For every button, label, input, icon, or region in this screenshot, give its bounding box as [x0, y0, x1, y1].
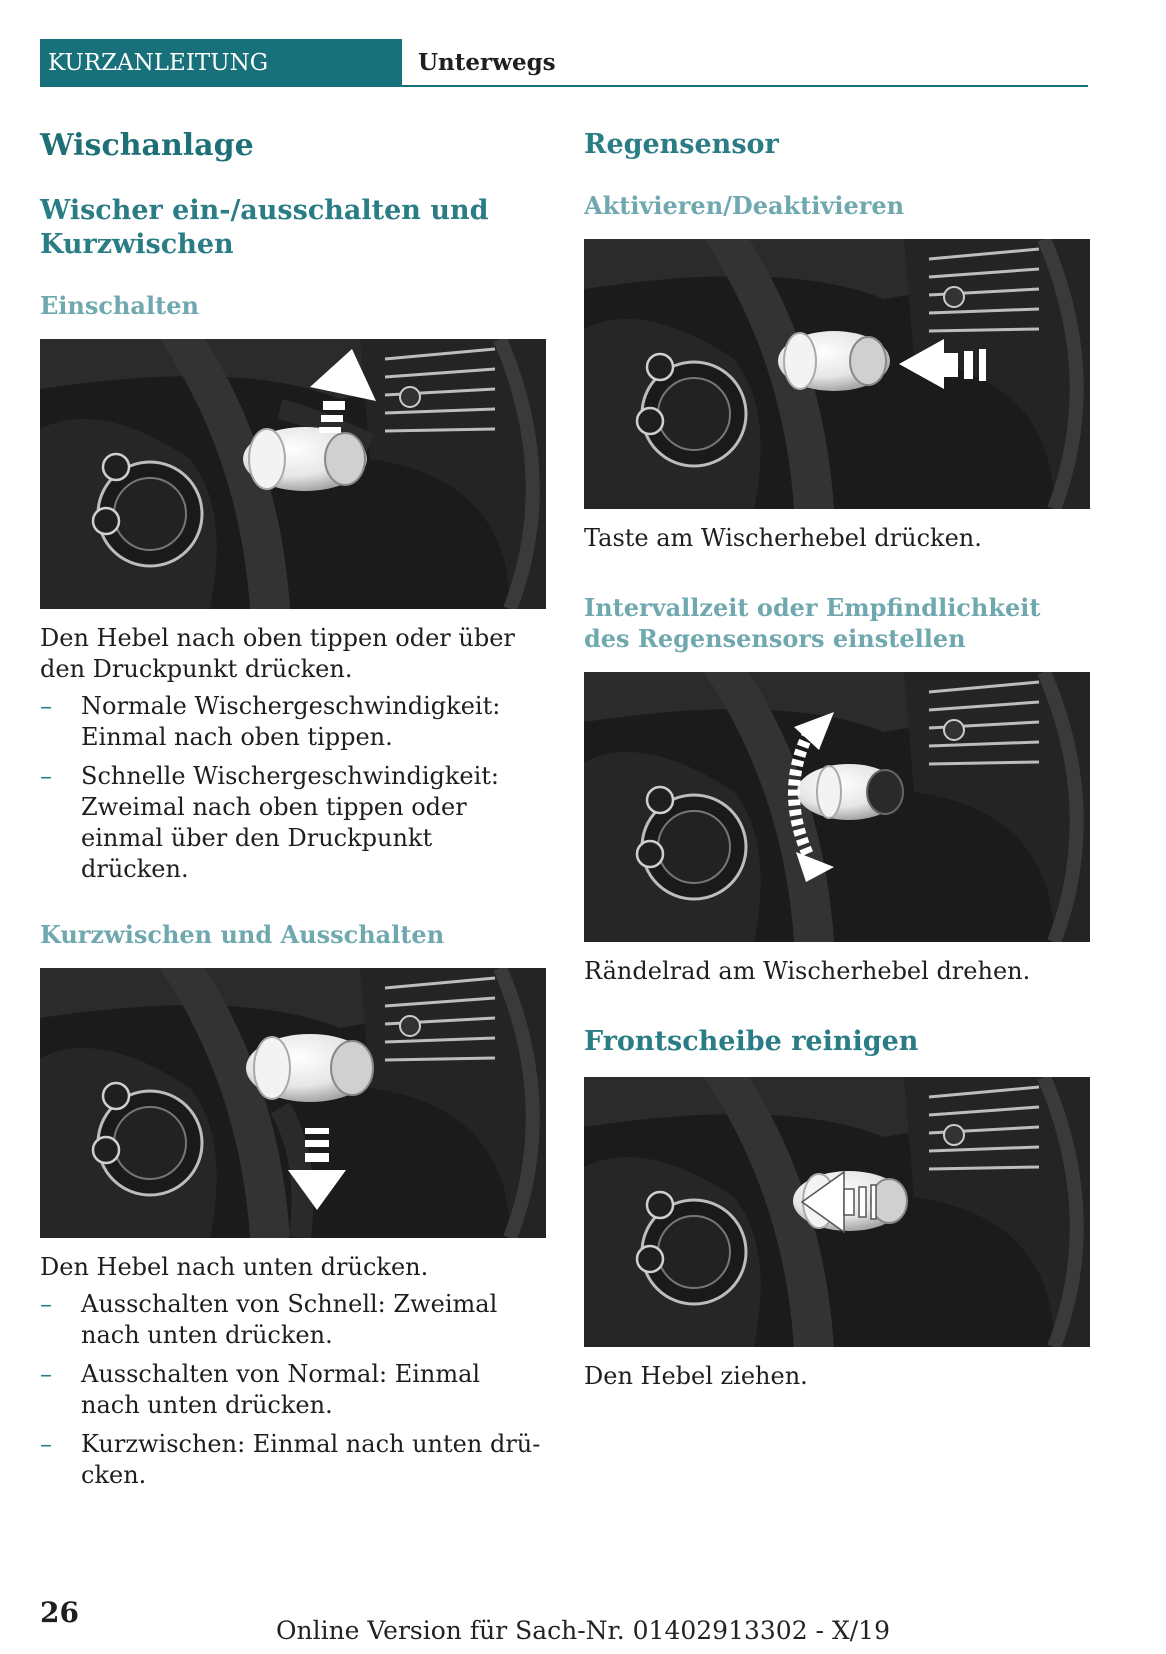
bullet-dash-icon: –	[40, 692, 52, 720]
list-short-wipe-off	[40, 1289, 546, 1491]
list-item	[40, 691, 546, 753]
list-item-text: Ausschalten von Normal: Einmal nach unten drücken.	[81, 1360, 481, 1419]
list-item-text: Normale Wischergeschwindigkeit: Einmal nach oben tippen.	[81, 692, 501, 751]
list-item	[40, 1429, 546, 1491]
heading-switch-on: Einschalten	[40, 291, 199, 320]
figure-wiper-knurled-wheel	[584, 672, 1090, 942]
figure-wiper-pull	[584, 1077, 1090, 1347]
instruction-switch-on: Den Hebel nach oben tippen oder über den Druckpunkt drücken.	[40, 624, 515, 683]
bullet-dash-icon: –	[40, 762, 52, 790]
list-item	[40, 761, 546, 885]
right-column	[584, 128, 1090, 1392]
wiper-lever-push-button-icon	[584, 239, 1090, 509]
wiper-lever-pull-icon	[584, 1077, 1090, 1347]
section-title-windscreen-clean: Frontscheibe reinigen	[584, 1026, 919, 1057]
list-switch-on	[40, 691, 546, 885]
page-number: 26	[40, 1596, 79, 1629]
heading-short-wipe-off: Kurzwischen und Ausschalten	[40, 920, 445, 949]
header-rule	[402, 85, 1088, 87]
wiper-lever-up-arrow-icon	[40, 339, 546, 609]
wiper-lever-down-arrow-icon	[40, 968, 546, 1238]
list-item-text: Kurzwischen: Einmal nach unten drücken.	[81, 1430, 541, 1489]
header-chapter-title: Unterwegs	[418, 49, 556, 76]
figure-wiper-button-press	[584, 239, 1090, 509]
footer-note: Online Version für Sach-Nr. 01402913302 - X/19	[275, 1616, 890, 1645]
list-item	[40, 1359, 546, 1421]
header-section-label: KURZANLEITUNG	[40, 39, 402, 87]
figure-wiper-lever-up	[40, 339, 546, 609]
list-item-text: Schnelle Wischergeschwindigkeit: Zweimal nach oben tippen oder einmal über den Druckpunkt drücken.	[81, 762, 500, 883]
list-item-text: Ausschalten von Schnell: Zweimal nach unten drücken.	[81, 1290, 498, 1349]
bullet-dash-icon: –	[40, 1290, 52, 1318]
instruction-press-button: Taste am Wischerhebel drücken.	[584, 524, 982, 552]
figure-wiper-lever-down	[40, 968, 546, 1238]
bullet-dash-icon: –	[40, 1430, 52, 1458]
bullet-dash-icon: –	[40, 1360, 52, 1388]
instruction-rotate-wheel: Rändelrad am Wischerhebel drehen.	[584, 957, 1031, 985]
wiper-lever-rotate-icon	[584, 672, 1090, 942]
heading-activate-deactivate: Aktivieren/Deaktivieren	[584, 191, 905, 220]
page-title: Wischanlage	[40, 128, 254, 163]
list-item	[40, 1289, 546, 1351]
instruction-press-down: Den Hebel nach unten drücken.	[40, 1253, 429, 1281]
heading-interval-sensitivity: Intervallzeit oder Empfindlichkeit des Regensensors einstellen	[584, 593, 1041, 653]
left-column	[40, 128, 546, 1499]
section-title-rain-sensor: Regensensor	[584, 129, 779, 160]
section-title-wiper-toggle: Wischer ein-/ausschalten und Kurzwischen	[40, 195, 489, 260]
instruction-pull-lever: Den Hebel ziehen.	[584, 1362, 808, 1390]
